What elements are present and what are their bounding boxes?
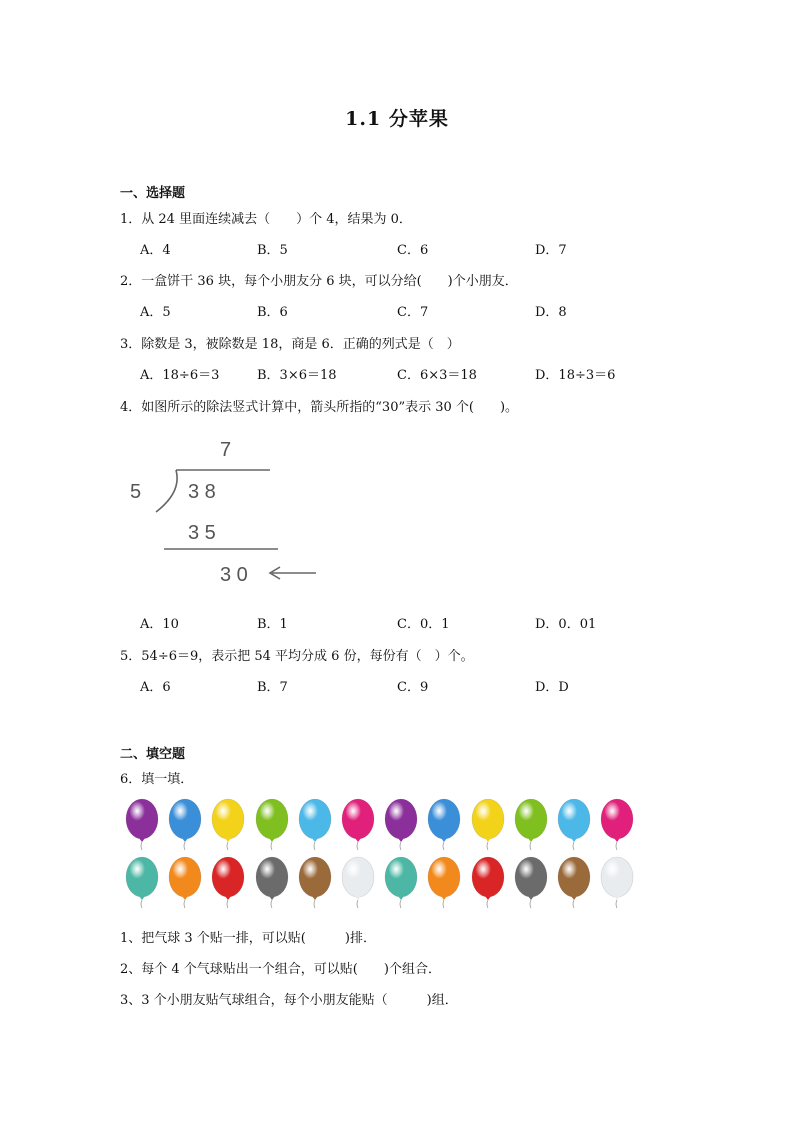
question-3-option-a[interactable]: A．18÷6＝3: [140, 368, 220, 383]
question-5-text: 5．54÷6＝9，表示把 54 平均分成 6 份，每份有（ ）个。: [120, 649, 474, 664]
balloon-icon: [167, 856, 203, 910]
balloon-icon: [124, 856, 160, 910]
section-heading-choice: 一、选择题: [120, 186, 186, 201]
balloon-icon: [167, 798, 203, 852]
balloon-icon: [599, 856, 635, 910]
question-2-option-b[interactable]: B．6: [257, 305, 288, 320]
question-5-option-c[interactable]: C．9: [397, 680, 429, 695]
balloon-icon: [513, 856, 549, 910]
balloon-icon: [383, 856, 419, 910]
question-5-option-b[interactable]: B．7: [257, 680, 288, 695]
division-product: 3 5: [188, 522, 216, 544]
question-6-sub-3: 3、3 个小朋友贴气球组合，每个小朋友能贴（ )组．: [120, 993, 458, 1008]
balloon-icon: [340, 798, 376, 852]
question-3-option-c[interactable]: C．6×3＝18: [397, 368, 477, 383]
question-4-option-d[interactable]: D．0．01: [535, 617, 597, 632]
balloon-icon: [210, 856, 246, 910]
balloon-icon: [254, 798, 290, 852]
balloon-icon: [297, 856, 333, 910]
division-divisor: 5: [130, 481, 142, 503]
balloon-icon: [210, 798, 246, 852]
question-1-option-d[interactable]: D．7: [535, 243, 567, 258]
question-1-option-c[interactable]: C．6: [397, 243, 429, 258]
balloon-icon: [297, 798, 333, 852]
balloon-icon: [426, 798, 462, 852]
long-division-figure: [120, 432, 330, 592]
balloon-icon: [383, 798, 419, 852]
question-4-option-b[interactable]: B．1: [257, 617, 288, 632]
balloon-icon: [254, 856, 290, 910]
question-6-text: 6．填一填．: [120, 772, 194, 787]
balloon-grid: [124, 798, 644, 910]
page-title: 1.1 分苹果: [345, 108, 449, 130]
division-bracket: [156, 470, 177, 512]
question-1-text: 1．从 24 里面连续减去（ ）个 4，结果为 0．: [120, 212, 412, 227]
balloon-icon: [470, 856, 506, 910]
question-5-option-d[interactable]: D．D: [535, 680, 569, 695]
question-3-option-d[interactable]: D．18÷3＝6: [535, 368, 616, 383]
question-4-text: 4．如图所示的除法竖式计算中，箭头所指的“30”表示 30 个( )。: [120, 400, 519, 415]
question-2-option-d[interactable]: D．8: [535, 305, 567, 320]
question-2-option-c[interactable]: C．7: [397, 305, 429, 320]
balloon-icon: [340, 856, 376, 910]
balloon-icon: [599, 798, 635, 852]
balloon-icon: [426, 856, 462, 910]
division-remainder: 3 0: [220, 564, 248, 586]
balloon-icon: [124, 798, 160, 852]
question-1-option-a[interactable]: A．4: [140, 243, 171, 258]
balloon-icon: [556, 856, 592, 910]
question-6-sub-1: 1、把气球 3 个贴一排，可以贴( )排．: [120, 931, 376, 946]
question-4-option-a[interactable]: A．10: [140, 617, 179, 632]
section-heading-fill: 二、填空题: [120, 747, 186, 762]
balloon-icon: [470, 798, 506, 852]
question-5-option-a[interactable]: A．6: [140, 680, 171, 695]
division-quotient: 7: [220, 439, 232, 461]
question-1-option-b[interactable]: B．5: [257, 243, 288, 258]
balloon-icon: [556, 798, 592, 852]
balloon-icon: [513, 798, 549, 852]
question-4-option-c[interactable]: C．0．1: [397, 617, 450, 632]
question-6-sub-2: 2、每个 4 个气球贴出一个组合，可以贴( )个组合．: [120, 962, 441, 977]
division-dividend: 3 8: [188, 481, 216, 503]
question-2-option-a[interactable]: A．5: [140, 305, 171, 320]
question-3-option-b[interactable]: B．3×6＝18: [257, 368, 337, 383]
question-2-text: 2．一盒饼干 36 块，每个小朋友分 6 块，可以分给( )个小朋友．: [120, 274, 518, 289]
question-3-text: 3．除数是 3，被除数是 18，商是 6．正确的列式是（ ）: [120, 337, 460, 352]
